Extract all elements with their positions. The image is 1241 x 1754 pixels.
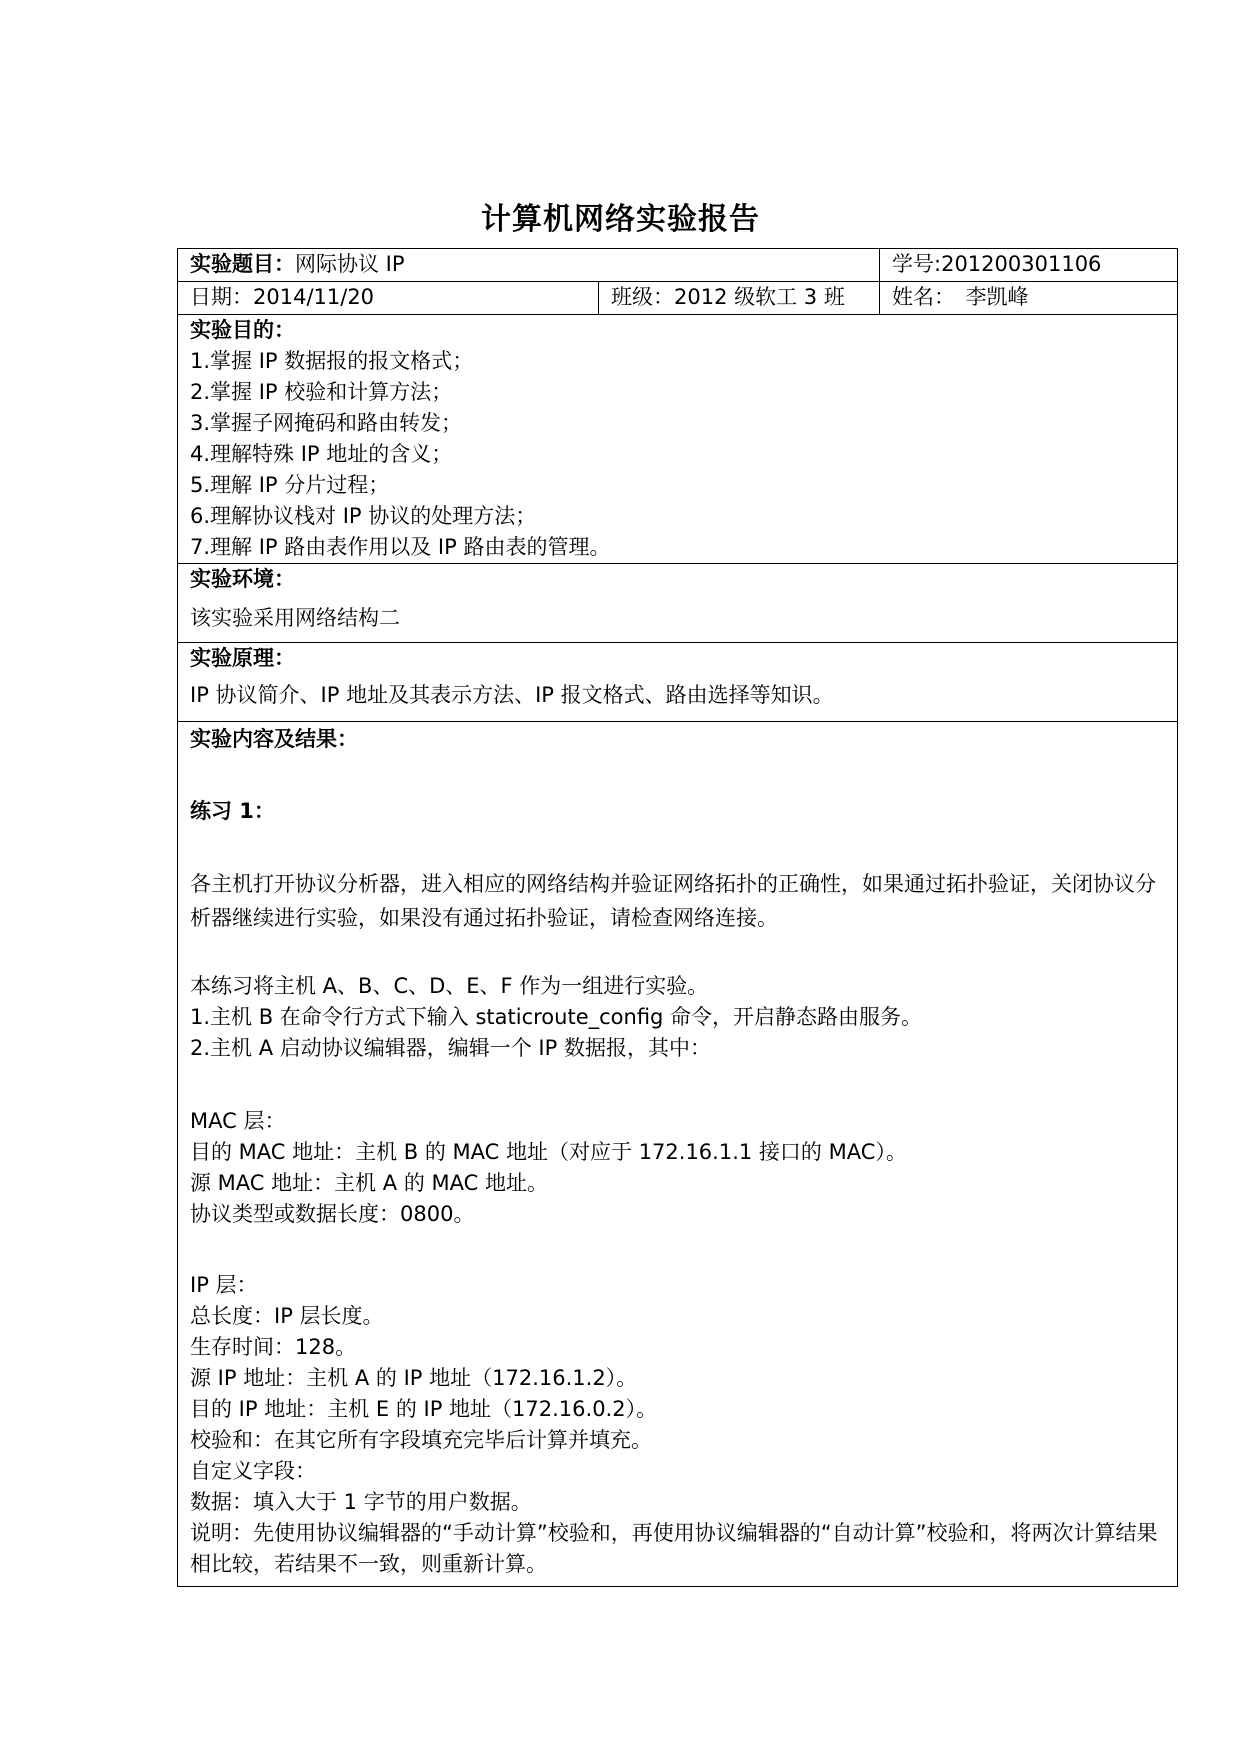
purpose-item: 1.掌握 IP 数据报的报文格式； [190, 349, 474, 373]
purpose-item: 5.理解 IP 分片过程； [190, 473, 390, 497]
mac-line: 协议类型或数据长度：0800。 [190, 1202, 475, 1226]
ip-line: 生存时间：128。 [190, 1335, 357, 1359]
principle-row [178, 643, 1178, 722]
topic-value: 网际协议 IP [295, 252, 405, 276]
note-text: 说明：先使用协议编辑器的“手动计算”校验和，再使用协议编辑器的“自动计算”校验和，将两次计算结果相比较，若结果不一致，则重新计算。 [190, 1521, 1158, 1576]
date-cell: 日期：2014/11/20 [178, 282, 599, 315]
principle-heading: 实验原理： [190, 646, 295, 670]
topic-label: 实验题目： [190, 252, 295, 276]
environment-row [178, 564, 1178, 643]
ip-line: 校验和：在其它所有字段填充完毕后计算并填充。 [190, 1428, 652, 1452]
purpose-item: 6.理解协议栈对 IP 协议的处理方法； [190, 504, 537, 528]
purpose-item: 3.掌握子网掩码和路由转发； [190, 411, 463, 435]
purpose-cell [178, 315, 1178, 564]
report-table [177, 248, 1178, 1587]
mac-line: 源 MAC 地址：主机 A 的 MAC 地址。 [190, 1171, 548, 1195]
principle-text: IP 协议简介、IP 地址及其表示方法、IP 报文格式、路由选择等知识。 [190, 683, 834, 707]
exercise-heading: 练习 1： [190, 799, 275, 823]
student-id-cell: 学号:201200301106 [880, 249, 1178, 282]
header-row-2 [178, 282, 1178, 315]
ip-line: 数据：填入大于 1 字节的用户数据。 [190, 1490, 532, 1514]
content-line: 本练习将主机 A、B、C、D、E、F 作为一组进行实验。 [190, 974, 709, 998]
exercise-intro: 各主机打开协议分析器，进入相应的网络结构并验证网络拓扑的正确性，如果通过拓扑验证，关闭协议分析器继续进行实验，如果没有通过拓扑验证，请检查网络连接。 [190, 872, 1156, 930]
environment-text: 该实验采用网络结构二 [190, 606, 400, 630]
report-title: 计算机网络实验报告 [481, 202, 760, 237]
header-row-1 [178, 249, 1178, 282]
mac-line: MAC 层： [190, 1109, 286, 1133]
purpose-item: 7.理解 IP 路由表作用以及 IP 路由表的管理。 [190, 535, 611, 559]
content-row [178, 722, 1178, 1587]
ip-line: 目的 IP 地址：主机 E 的 IP 地址（172.16.0.2）。 [190, 1397, 658, 1421]
content-heading: 实验内容及结果： [190, 727, 358, 751]
purpose-item: 4.理解特殊 IP 地址的含义； [190, 442, 453, 466]
content-cell [178, 722, 1178, 1587]
ip-line: IP 层： [190, 1273, 258, 1297]
environment-heading: 实验环境： [190, 567, 295, 591]
ip-line: 自定义字段： [190, 1459, 316, 1483]
purpose-item: 2.掌握 IP 校验和计算方法； [190, 380, 453, 404]
purpose-heading: 实验目的： [190, 318, 295, 342]
ip-line: 总长度：IP 层长度。 [190, 1304, 384, 1328]
class-cell: 班级：2012 级软工 3 班 [599, 282, 880, 315]
principle-cell [178, 643, 1178, 722]
mac-line: 目的 MAC 地址：主机 B 的 MAC 地址（对应于 172.16.1.1 接口的 MAC）。 [190, 1140, 907, 1164]
ip-line: 源 IP 地址：主机 A 的 IP 地址（172.16.1.2）。 [190, 1366, 638, 1390]
topic-cell [178, 249, 880, 282]
content-line: 1.主机 B 在命令行方式下输入 staticroute_config 命令，开启静态路由服务。 [190, 1005, 923, 1029]
purpose-row [178, 315, 1178, 564]
environment-cell [178, 564, 1178, 643]
content-line: 2.主机 A 启动协议编辑器，编辑一个 IP 数据报，其中： [190, 1036, 711, 1060]
name-cell: 姓名： 李凯峰 [880, 282, 1178, 315]
